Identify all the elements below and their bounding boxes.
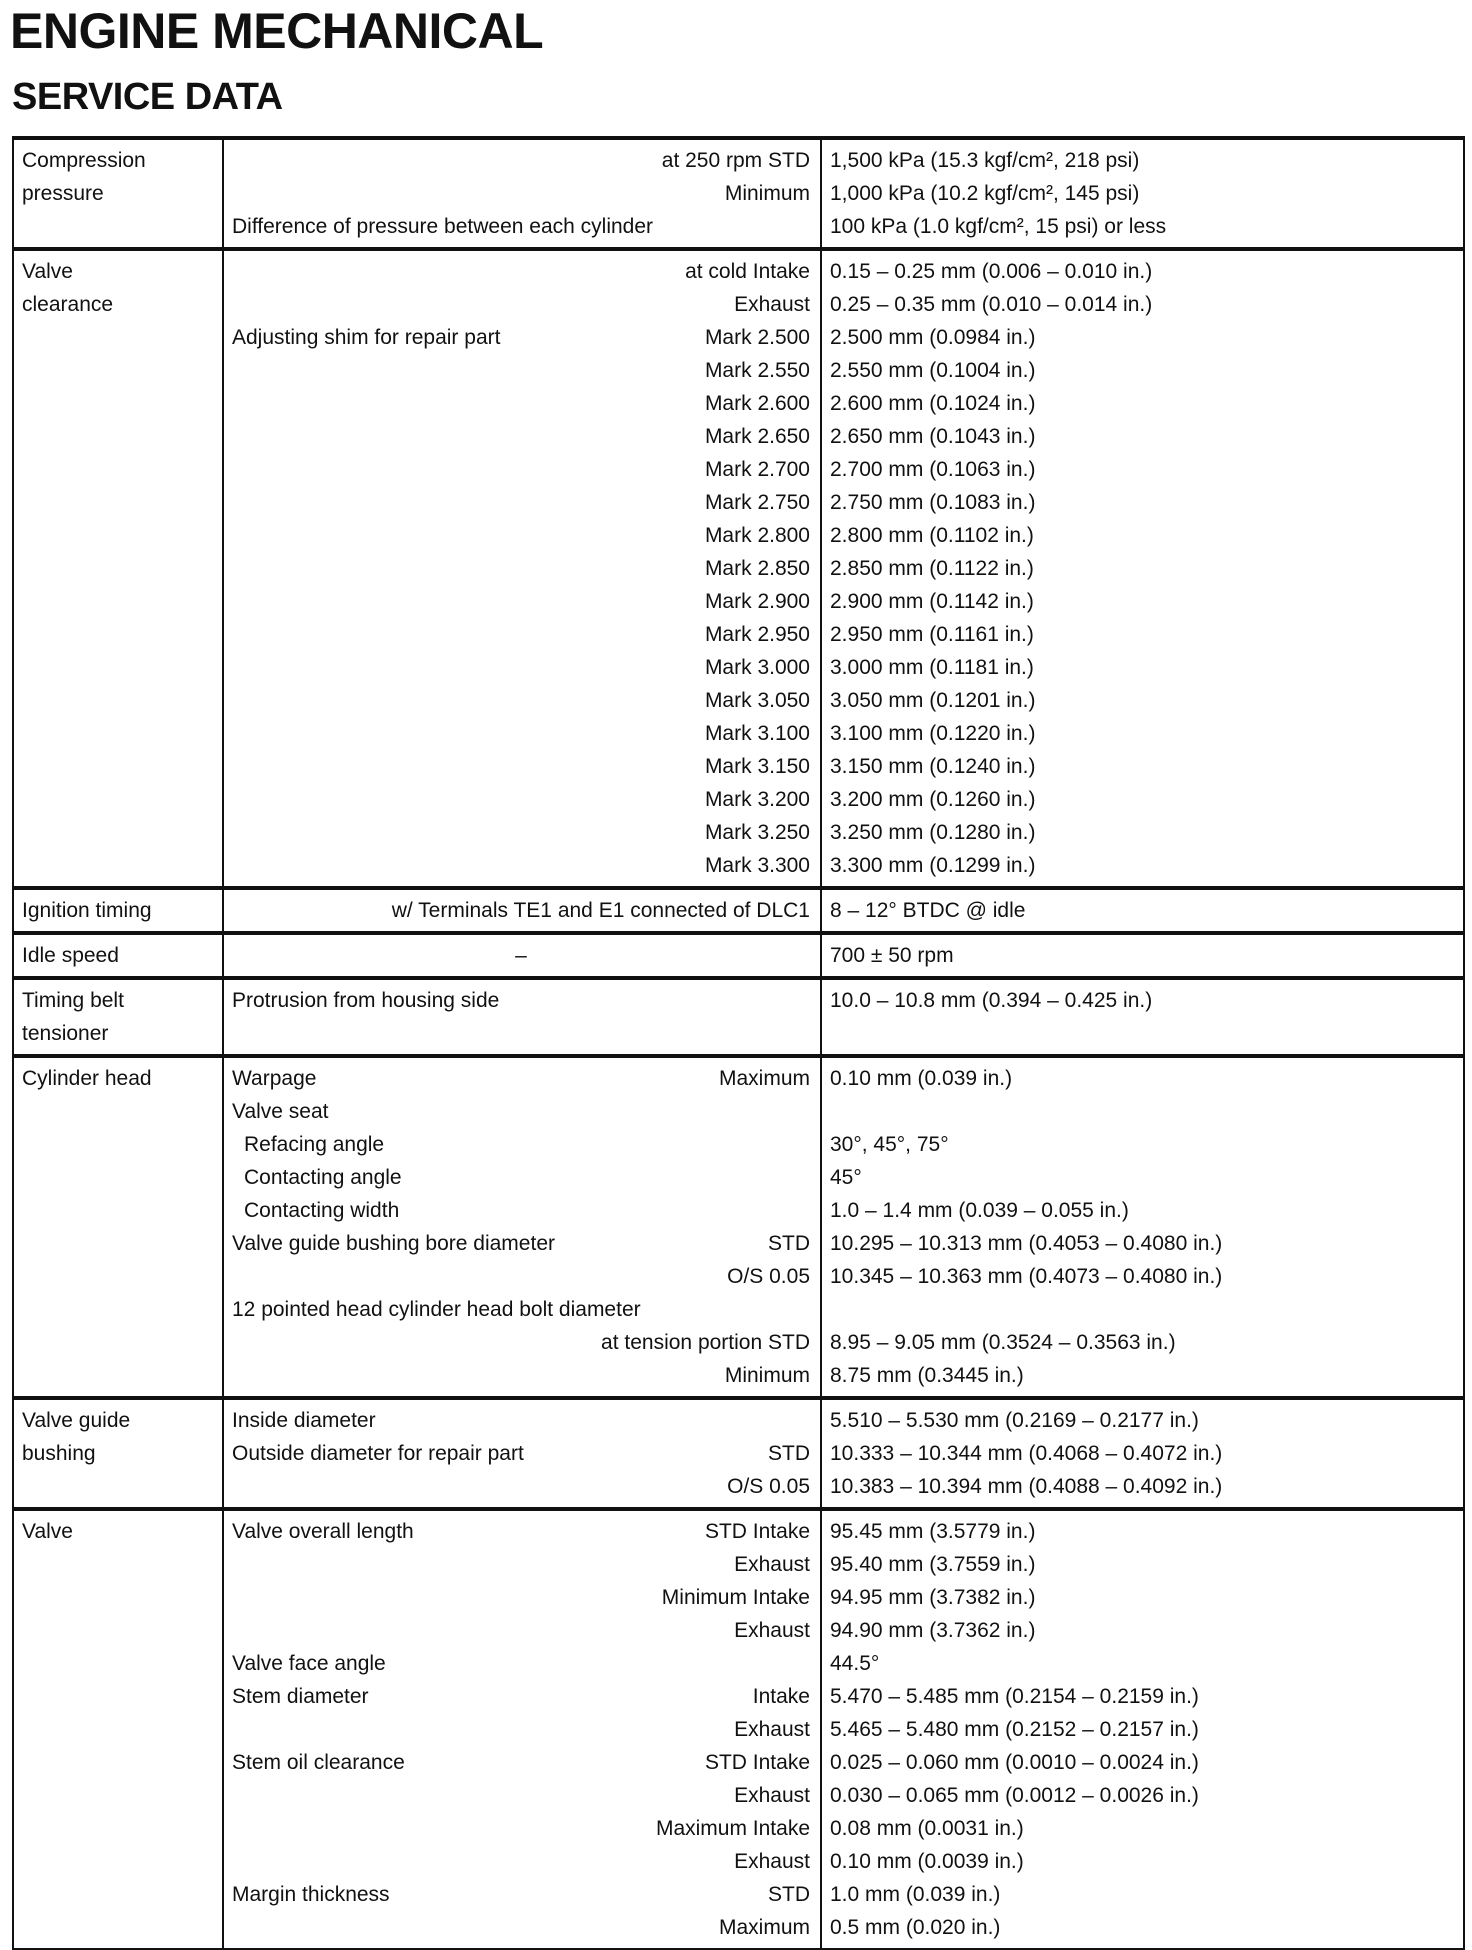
spec-value: 0.025 – 0.060 mm (0.0010 – 0.0024 in.) <box>830 1751 1199 1774</box>
spec-condition: Mark 2.950 <box>704 623 810 646</box>
spec-line <box>232 585 810 618</box>
spec-line <box>232 1548 810 1581</box>
spec-line <box>232 717 810 750</box>
spec-line <box>232 1293 810 1326</box>
spec-description: Outside diameter for repair part <box>232 1442 524 1465</box>
spec-line <box>232 984 810 1017</box>
spec-value: 10.333 – 10.344 mm (0.4068 – 0.4072 in.) <box>830 1442 1223 1465</box>
spec-value: 0.030 – 0.065 mm (0.0012 – 0.0026 in.) <box>830 1784 1199 1807</box>
spec-description: Warpage <box>232 1067 317 1090</box>
item-name: tensioner <box>22 1022 109 1045</box>
spec-line <box>232 420 810 453</box>
item-name: Idle speed <box>22 944 119 967</box>
spec-value: 2.950 mm (0.1161 in.) <box>830 623 1034 646</box>
spec-line <box>232 1260 810 1293</box>
spec-line <box>232 1581 810 1614</box>
spec-condition: Maximum <box>718 1916 810 1939</box>
spec-value: 10.0 – 10.8 mm (0.394 – 0.425 in.) <box>830 989 1153 1012</box>
spec-value: 3.050 mm (0.1201 in.) <box>830 689 1036 712</box>
condition-cell <box>223 1509 821 1949</box>
spec-condition: Mark 2.650 <box>704 425 810 448</box>
value-cell <box>821 1056 1464 1398</box>
spec-section <box>13 888 1464 933</box>
spec-line <box>232 321 810 354</box>
spec-value: 10.345 – 10.363 mm (0.4073 – 0.4080 in.) <box>830 1265 1223 1288</box>
spec-description: 12 pointed head cylinder head bolt diameter <box>232 1298 641 1321</box>
spec-line <box>232 210 810 243</box>
spec-line <box>232 1713 810 1746</box>
spec-value: 10.295 – 10.313 mm (0.4053 – 0.4080 in.) <box>830 1232 1223 1255</box>
spec-value: 1,000 kPa (10.2 kgf/cm², 145 psi) <box>830 182 1140 205</box>
item-name-cell <box>13 1509 223 1949</box>
item-name: Valve guide <box>22 1409 131 1432</box>
spec-line <box>232 651 810 684</box>
spec-value: 3.150 mm (0.1240 in.) <box>830 755 1036 778</box>
spec-value: 2.900 mm (0.1142 in.) <box>830 590 1034 613</box>
spec-line <box>232 354 810 387</box>
service-data-table <box>12 136 1465 1950</box>
spec-value: 8.75 mm (0.3445 in.) <box>830 1364 1024 1387</box>
spec-line <box>232 177 810 210</box>
spec-condition: Intake <box>752 1685 810 1708</box>
spec-value: 8 – 12° BTDC @ idle <box>830 899 1026 922</box>
spec-line <box>232 1227 810 1260</box>
spec-line <box>232 288 810 321</box>
condition-cell <box>223 249 821 888</box>
spec-value: 8.95 – 9.05 mm (0.3524 – 0.3563 in.) <box>830 1331 1176 1354</box>
spec-value: 0.5 mm (0.020 in.) <box>830 1916 1001 1939</box>
spec-line <box>232 519 810 552</box>
spec-description: Difference of pressure between each cylinder <box>232 215 654 238</box>
spec-value: 3.250 mm (0.1280 in.) <box>830 821 1036 844</box>
spec-value: 2.750 mm (0.1083 in.) <box>830 491 1036 514</box>
spec-value: 3.100 mm (0.1220 in.) <box>830 722 1036 745</box>
spec-condition: Exhaust <box>734 1619 810 1642</box>
spec-line <box>232 1161 810 1194</box>
spec-line <box>232 1470 810 1503</box>
spec-line <box>232 939 810 972</box>
spec-description: Contacting angle <box>244 1166 402 1189</box>
spec-condition: Mark 3.000 <box>704 656 810 679</box>
spec-value: 2.850 mm (0.1122 in.) <box>830 557 1034 580</box>
spec-value: 3.300 mm (0.1299 in.) <box>830 854 1036 877</box>
spec-value: 0.10 mm (0.0039 in.) <box>830 1850 1024 1873</box>
value-cell <box>821 1509 1464 1949</box>
item-name: pressure <box>22 182 104 205</box>
spec-condition: at tension portion STD <box>601 1331 810 1354</box>
spec-value: 2.500 mm (0.0984 in.) <box>830 326 1036 349</box>
spec-description: Stem diameter <box>232 1685 369 1708</box>
spec-line <box>232 816 810 849</box>
spec-placeholder: – <box>515 944 527 967</box>
spec-condition: Maximum Intake <box>655 1817 810 1840</box>
spec-condition: Minimum <box>724 1364 810 1387</box>
spec-line <box>232 1017 810 1050</box>
spec-value: 700 ± 50 rpm <box>830 944 954 967</box>
spec-condition: Exhaust <box>734 293 810 316</box>
spec-condition: STD <box>768 1442 810 1465</box>
spec-value: 3.000 mm (0.1181 in.) <box>830 656 1034 679</box>
spec-line <box>232 453 810 486</box>
spec-section <box>13 1398 1464 1509</box>
spec-line <box>232 486 810 519</box>
spec-value: 10.383 – 10.394 mm (0.4088 – 0.4092 in.) <box>830 1475 1223 1498</box>
page-title: ENGINE MECHANICAL <box>10 3 544 59</box>
spec-value: 0.15 – 0.25 mm (0.006 – 0.010 in.) <box>830 260 1153 283</box>
spec-condition: Exhaust <box>734 1850 810 1873</box>
spec-condition: Mark 3.300 <box>704 854 810 877</box>
spec-condition: Exhaust <box>734 1553 810 1576</box>
spec-value: 1,500 kPa (15.3 kgf/cm², 218 psi) <box>830 149 1140 172</box>
value-cell <box>821 978 1464 1056</box>
spec-value: 45° <box>830 1166 862 1189</box>
spec-condition: STD <box>768 1883 810 1906</box>
spec-line <box>232 894 810 927</box>
spec-value: 5.465 – 5.480 mm (0.2152 – 0.2157 in.) <box>830 1718 1199 1741</box>
spec-condition: Mark 2.900 <box>704 590 810 613</box>
spec-condition: Exhaust <box>734 1784 810 1807</box>
spec-condition: Mark 2.800 <box>704 524 810 547</box>
spec-value: 94.90 mm (3.7362 in.) <box>830 1619 1036 1642</box>
spec-condition: Mark 3.200 <box>704 788 810 811</box>
spec-line <box>232 1515 810 1548</box>
spec-description: Valve overall length <box>232 1520 414 1543</box>
spec-condition: Mark 3.250 <box>704 821 810 844</box>
spec-section <box>13 978 1464 1056</box>
spec-condition: w/ Terminals TE1 and E1 connected of DLC1 <box>391 899 810 922</box>
condition-cell <box>223 1398 821 1509</box>
spec-line <box>232 1647 810 1680</box>
spec-line <box>232 1062 810 1095</box>
spec-value: 5.510 – 5.530 mm (0.2169 – 0.2177 in.) <box>830 1409 1199 1432</box>
spec-description: Valve seat <box>232 1100 329 1123</box>
spec-condition: Mark 3.100 <box>704 722 810 745</box>
spec-condition: Mark 3.050 <box>704 689 810 712</box>
spec-value: 1.0 – 1.4 mm (0.039 – 0.055 in.) <box>830 1199 1129 1222</box>
spec-section <box>13 138 1464 249</box>
spec-value: 0.25 – 0.35 mm (0.010 – 0.014 in.) <box>830 293 1153 316</box>
spec-condition: Mark 2.550 <box>704 359 810 382</box>
item-name-cell <box>13 138 223 249</box>
spec-value: 2.700 mm (0.1063 in.) <box>830 458 1036 481</box>
item-name: Cylinder head <box>22 1067 152 1090</box>
spec-line <box>232 255 810 288</box>
spec-line <box>232 1614 810 1647</box>
spec-section <box>13 1509 1464 1949</box>
spec-value: 2.800 mm (0.1102 in.) <box>830 524 1034 547</box>
spec-line <box>232 1326 810 1359</box>
spec-line <box>232 783 810 816</box>
value-cell <box>821 888 1464 933</box>
spec-line <box>232 1128 810 1161</box>
spec-section <box>13 249 1464 888</box>
spec-value: 1.0 mm (0.039 in.) <box>830 1883 1001 1906</box>
spec-description: Margin thickness <box>232 1883 390 1906</box>
condition-cell <box>223 138 821 249</box>
spec-condition: Minimum Intake <box>661 1586 810 1609</box>
spec-value: 95.45 mm (3.5779 in.) <box>830 1520 1036 1543</box>
item-name-cell <box>13 249 223 888</box>
spec-line <box>232 684 810 717</box>
condition-cell <box>223 978 821 1056</box>
spec-line <box>232 144 810 177</box>
spec-value: 2.550 mm (0.1004 in.) <box>830 359 1036 382</box>
spec-value: 5.470 – 5.485 mm (0.2154 – 0.2159 in.) <box>830 1685 1199 1708</box>
spec-value: 44.5° <box>830 1652 880 1675</box>
spec-condition: STD <box>768 1232 810 1255</box>
value-cell <box>821 933 1464 978</box>
item-name: clearance <box>22 293 114 316</box>
item-name: Valve <box>22 260 73 283</box>
spec-line <box>232 1194 810 1227</box>
spec-condition: Minimum <box>724 182 810 205</box>
spec-line <box>232 387 810 420</box>
spec-line <box>232 1812 810 1845</box>
spec-line <box>232 1911 810 1944</box>
spec-description: Contacting width <box>244 1199 400 1222</box>
spec-line <box>232 1404 810 1437</box>
spec-section <box>13 933 1464 978</box>
spec-value: 100 kPa (1.0 kgf/cm², 15 psi) or less <box>830 215 1167 238</box>
spec-description: Stem oil clearance <box>232 1751 405 1774</box>
spec-condition: Mark 2.850 <box>704 557 810 580</box>
spec-line <box>232 552 810 585</box>
spec-line <box>232 1359 810 1392</box>
item-name-cell <box>13 978 223 1056</box>
item-name-cell <box>13 888 223 933</box>
value-cell <box>821 138 1464 249</box>
spec-value: 0.10 mm (0.039 in.) <box>830 1067 1013 1090</box>
spec-condition: Mark 2.700 <box>704 458 810 481</box>
condition-cell <box>223 933 821 978</box>
spec-description: Protrusion from housing side <box>232 989 500 1012</box>
spec-line <box>232 618 810 651</box>
section-title: SERVICE DATA <box>12 76 283 118</box>
spec-condition: Maximum <box>718 1067 810 1090</box>
spec-value: 2.650 mm (0.1043 in.) <box>830 425 1036 448</box>
spec-condition: Mark 3.150 <box>704 755 810 778</box>
spec-line <box>232 1746 810 1779</box>
item-name: Ignition timing <box>22 899 152 922</box>
spec-line <box>232 849 810 882</box>
spec-line <box>232 1095 810 1128</box>
spec-description: Adjusting shim for repair part <box>232 326 501 349</box>
spec-condition: Exhaust <box>734 1718 810 1741</box>
spec-section <box>13 1056 1464 1398</box>
value-cell <box>821 1398 1464 1509</box>
item-name-cell <box>13 1056 223 1398</box>
spec-value: 3.200 mm (0.1260 in.) <box>830 788 1036 811</box>
spec-value: 94.95 mm (3.7382 in.) <box>830 1586 1036 1609</box>
spec-condition: at cold Intake <box>685 260 810 283</box>
spec-value: 95.40 mm (3.7559 in.) <box>830 1553 1036 1576</box>
spec-line <box>232 1779 810 1812</box>
spec-condition: O/S 0.05 <box>727 1265 810 1288</box>
spec-line <box>232 750 810 783</box>
spec-description: Valve guide bushing bore diameter <box>232 1232 555 1255</box>
spec-line <box>232 1878 810 1911</box>
spec-description: Valve face angle <box>232 1652 386 1675</box>
spec-value: 0.08 mm (0.0031 in.) <box>830 1817 1024 1840</box>
condition-cell <box>223 1056 821 1398</box>
spec-condition: Mark 2.750 <box>704 491 810 514</box>
value-cell <box>821 249 1464 888</box>
spec-condition: Mark 2.600 <box>704 392 810 415</box>
spec-condition: at 250 rpm STD <box>661 149 810 172</box>
spec-line <box>232 1680 810 1713</box>
spec-condition: STD Intake <box>704 1520 810 1543</box>
spec-value: 30°, 45°, 75° <box>830 1133 949 1156</box>
condition-cell <box>223 888 821 933</box>
spec-line <box>232 1437 810 1470</box>
item-name: Valve <box>22 1520 73 1543</box>
spec-description: Inside diameter <box>232 1409 376 1432</box>
item-name-cell <box>13 1398 223 1509</box>
item-name: Compression <box>22 149 146 172</box>
spec-condition: O/S 0.05 <box>727 1475 810 1498</box>
item-name: Timing belt <box>22 989 124 1012</box>
item-name-cell <box>13 933 223 978</box>
spec-line <box>232 1845 810 1878</box>
spec-condition: Mark 2.500 <box>704 326 810 349</box>
spec-description: Refacing angle <box>244 1133 385 1156</box>
spec-condition: STD Intake <box>704 1751 810 1774</box>
item-name: bushing <box>22 1442 96 1465</box>
spec-value: 2.600 mm (0.1024 in.) <box>830 392 1036 415</box>
